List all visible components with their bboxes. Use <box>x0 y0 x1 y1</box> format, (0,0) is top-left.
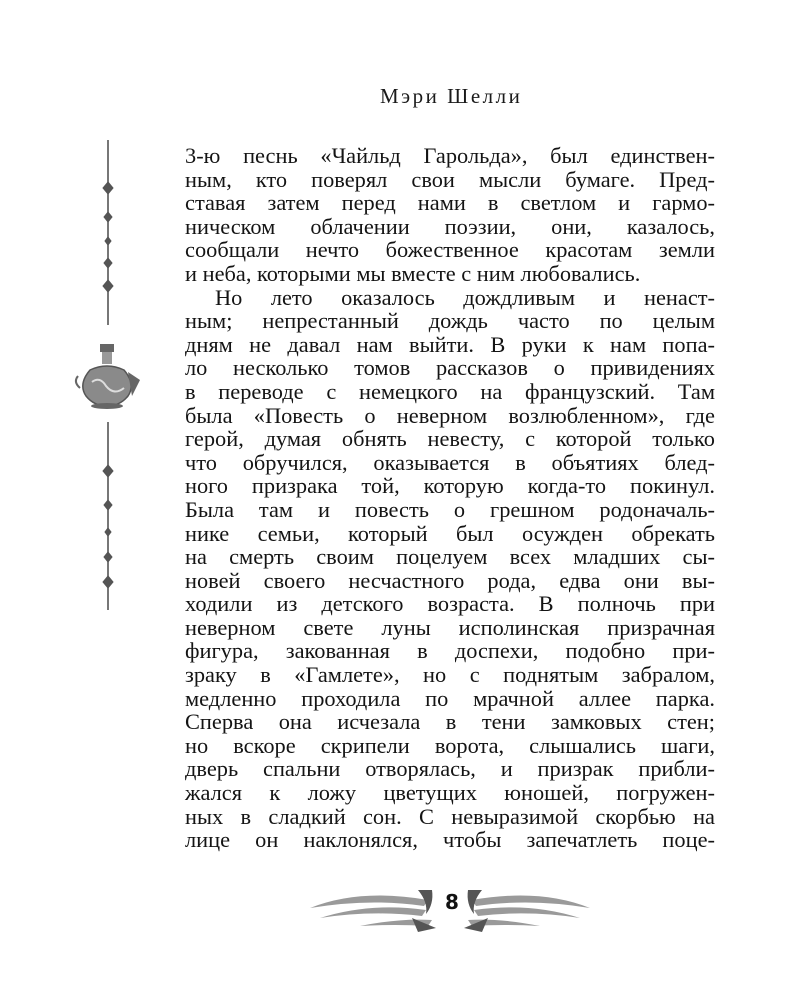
text-line: неверном свете луны исполинская призрачная <box>185 614 715 640</box>
text-line: герой, думая обнять невесту, с которой только <box>185 426 715 452</box>
running-head: Мэри Шелли <box>380 84 523 108</box>
text-line: что обручился, оказывается в объятиях блед- <box>185 449 715 475</box>
text-line: ническом облачении поэзии, они, казалось, <box>185 213 715 239</box>
text-line: ставая затем перед нами в светлом и гармо- <box>185 190 715 216</box>
text-line: и неба, которыми мы вместе с ним любовались. <box>185 260 641 286</box>
text-line: жался к ложу цветущих юношей, погружен- <box>185 780 715 806</box>
text-line: Но лето оказалось дождливым и ненаст- <box>215 284 715 310</box>
text-line: ходили из детского возраста. В полночь при <box>185 591 715 617</box>
text-line: на смерть своим поцелуем всех младших сы- <box>185 544 715 570</box>
text-line: 3-ю песнь «Чайльд Гарольда», был единствен- <box>185 143 715 168</box>
text-line: в переводе с немецкого на французский. Там <box>185 378 715 404</box>
text-line: новей своего несчастного рода, едва они вы- <box>185 567 715 593</box>
text-line: дням не давал нам выйти. В руки к нам попа- <box>185 331 715 357</box>
text-line: сообщали нечто божественное красотам земли <box>185 237 715 263</box>
paragraph-continuation <box>185 144 715 286</box>
text-line: лице он наклонялся, чтобы запечатлеть поце- <box>185 827 715 853</box>
text-line: но вскоре скрипели ворота, слышались шаги, <box>185 732 715 758</box>
text-line: медленно проходила по мрачной аллее парка. <box>185 685 715 711</box>
text-line: Была там и повесть о грешном родоначаль- <box>185 496 715 522</box>
main-text <box>185 144 715 852</box>
text-line: была «Повесть о неверном возлюбленном», где <box>185 402 715 428</box>
text-line: фигура, закованная в доспехи, подобно при- <box>185 638 715 664</box>
left-ornament <box>70 140 150 610</box>
text-line: ло несколько томов рассказов о привидениях <box>185 355 715 381</box>
paragraph <box>185 286 715 852</box>
text-line: ным, кто поверял свои мысли бумаге. Пред- <box>185 166 715 192</box>
text-line: зраку в «Гамлете», но с поднятым забралом, <box>185 662 715 688</box>
text-line: ных в сладкий сон. С невыразимой скорбью на <box>185 803 715 829</box>
text-line: нике семьи, который был осужден обрекать <box>185 520 715 546</box>
text-line: Сперва она исчезала в тени замковых стен; <box>185 709 715 735</box>
text-line: ного призрака той, которую когда-то покинул. <box>185 473 715 499</box>
text-line: ным; непрестанный дождь часто по целым <box>185 308 715 334</box>
page-number: 8 <box>445 890 459 914</box>
lower-stem-icon <box>103 422 113 610</box>
potion-flask-icon <box>76 344 140 409</box>
text-line: дверь спальни отворялась, и призрак прибли- <box>185 756 715 782</box>
upper-stem-icon <box>103 140 113 325</box>
